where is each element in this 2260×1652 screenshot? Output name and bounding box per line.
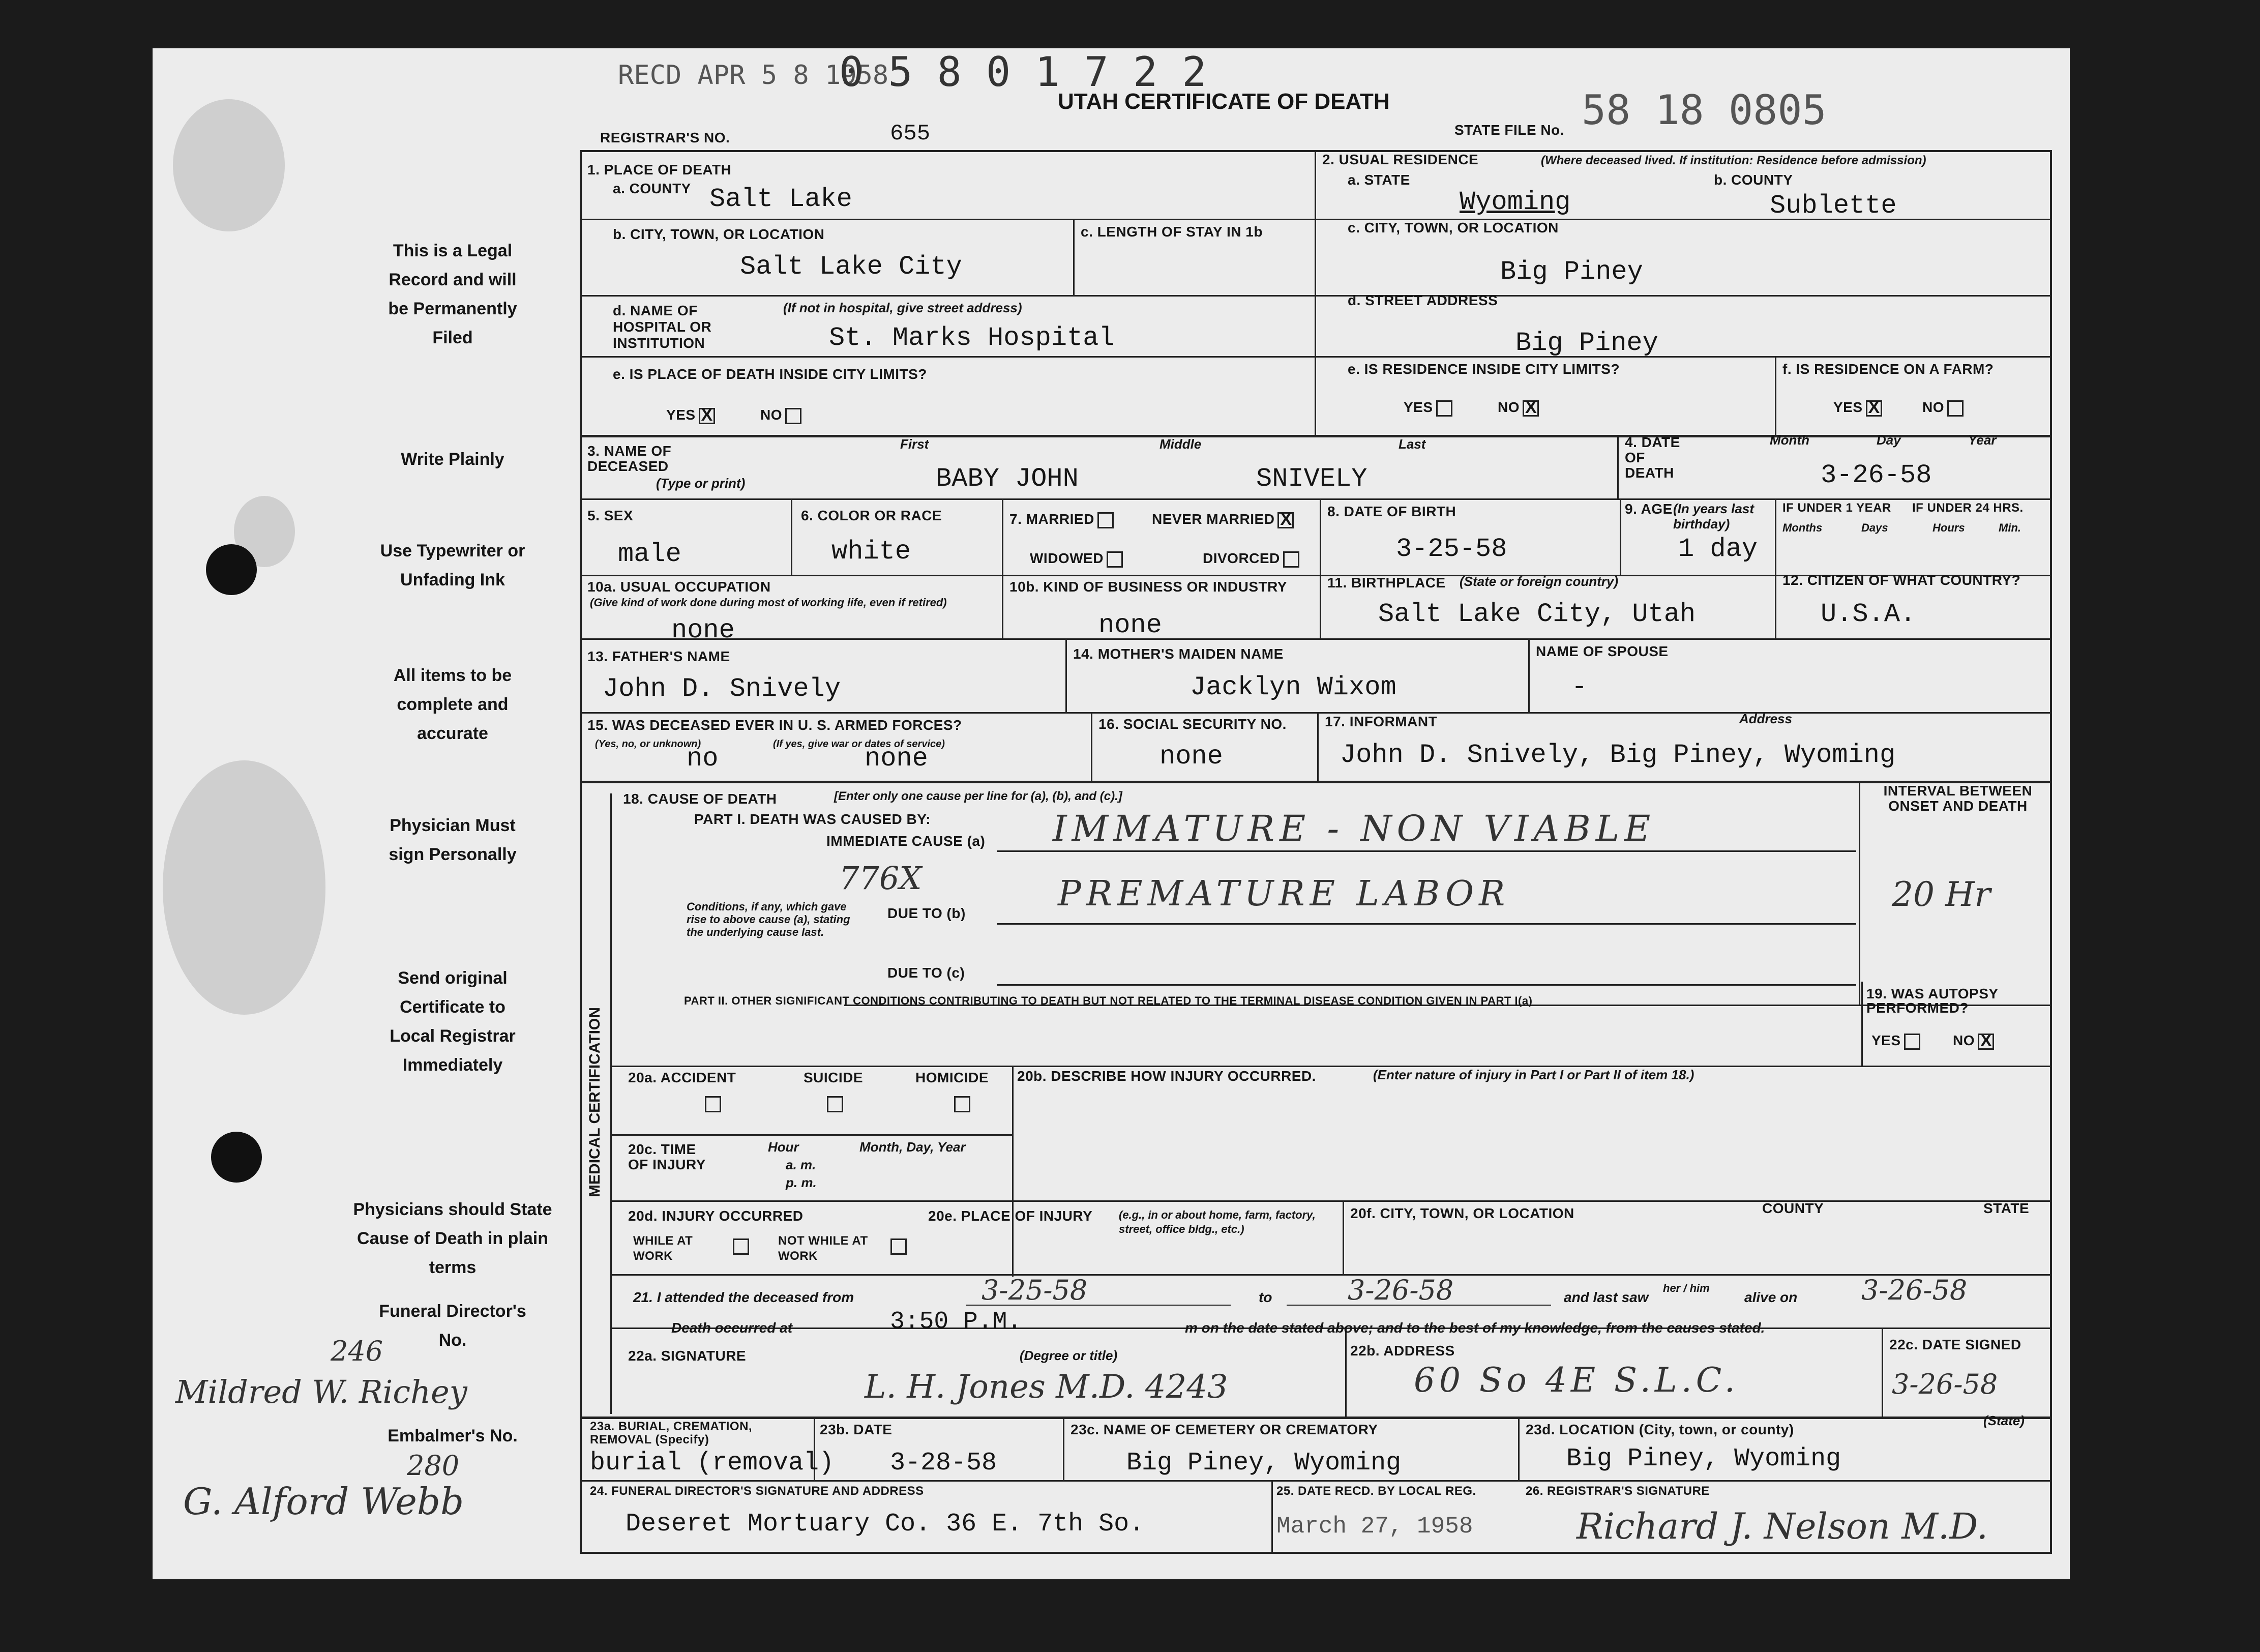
- date-signed-label: 22c. DATE SIGNED: [1889, 1337, 2021, 1352]
- armed-dates: none: [865, 744, 928, 774]
- residence-county: Sublette: [1770, 191, 1897, 221]
- not-while-at-work-label: NOT WHILE AT WORK: [778, 1234, 868, 1263]
- residence-limits-no[interactable]: NOX: [1498, 399, 1539, 417]
- burial-location: Big Piney, Wyoming: [1566, 1444, 1841, 1473]
- injury-county-label: COUNTY: [1762, 1200, 1824, 1216]
- cemetery-label: 23c. NAME OF CEMETERY OR CREMATORY: [1070, 1422, 1378, 1437]
- date-signed: 3-26-58: [1892, 1368, 1998, 1400]
- residence-state-label: a. STATE: [1348, 172, 1410, 188]
- state-file-no: 58 18 0805: [1582, 86, 1827, 134]
- date-recd: March 27, 1958: [1276, 1513, 1473, 1540]
- date-of-death: 3-26-58: [1821, 460, 1932, 490]
- birthplace-note: (State or foreign country): [1460, 574, 1619, 589]
- armed-forces-label: 15. WAS DECEASED EVER IN U. S. ARMED FORCES?: [587, 717, 962, 733]
- suicide-label: SUICIDE: [804, 1070, 864, 1085]
- residence-city-label: c. CITY, TOWN, OR LOCATION: [1348, 220, 1559, 235]
- side-note: Physicians should State Cause of Death in plain terms: [353, 1200, 552, 1277]
- age: 1 day: [1678, 534, 1758, 564]
- part-1-label: PART I. DEATH WAS CAUSED BY:: [694, 811, 931, 827]
- length-of-stay-label: c. LENGTH OF STAY IN 1b: [1081, 224, 1263, 240]
- armed-note-1: (Yes, no, or unknown): [595, 739, 701, 750]
- residence-label: 2. USUAL RESIDENCE: [1322, 152, 1479, 167]
- divorced-option[interactable]: DIVORCED: [1203, 550, 1299, 568]
- describe-injury-label: 20b. DESCRIBE HOW INJURY OCCURRED.: [1017, 1068, 1316, 1084]
- place-of-injury-label: 20e. PLACE OF INJURY: [928, 1208, 1093, 1224]
- farm-no[interactable]: NO: [1922, 399, 1964, 417]
- funeral-director-address: Deseret Mortuary Co. 36 E. 7th So.: [626, 1510, 1145, 1539]
- informant-label: 17. INFORMANT: [1325, 714, 1438, 729]
- hours-label: Hours: [1932, 521, 1965, 534]
- months-label: Months: [1782, 521, 1823, 534]
- age-label: 9. AGE: [1625, 501, 1673, 517]
- residence-city: Big Piney: [1500, 257, 1643, 287]
- interval: 20 Hr: [1892, 875, 1991, 914]
- death-occurred-label: Death occurred at: [671, 1320, 793, 1336]
- place-county: Salt Lake: [709, 184, 852, 214]
- funeral-director-signature: Mildred W. Richey: [175, 1373, 467, 1410]
- conditions-note: Conditions, if any, which gave rise to above cause (a), stating the underlying cause last.: [687, 900, 850, 938]
- embalmer-label: Embalmer's No.: [388, 1426, 518, 1446]
- business-label: 10b. KIND OF BUSINESS OR INDUSTRY: [1009, 579, 1287, 595]
- due-to-b: PREMATURE LABOR: [1058, 874, 1510, 914]
- place-limits-yes[interactable]: YESX: [666, 407, 715, 424]
- side-note: Write Plainly: [401, 450, 504, 469]
- signature-label: 22a. SIGNATURE: [628, 1348, 747, 1364]
- funeral-director-label: Funeral Director's No.: [379, 1302, 526, 1350]
- informant: John D. Snively, Big Piney, Wyoming: [1340, 740, 1896, 770]
- burial-date: 3-28-58: [890, 1449, 997, 1478]
- side-note: Send original Certificate to Local Registrar Immediately: [390, 968, 516, 1075]
- residence-street: Big Piney: [1515, 328, 1658, 358]
- mother-name: Jacklyn Wixom: [1190, 672, 1396, 702]
- under-24-hrs-label: IF UNDER 24 HRS.: [1912, 501, 2024, 515]
- deceased-name-note: (Type or print): [656, 476, 746, 491]
- month-day-year-label: Month, Day, Year: [859, 1139, 966, 1155]
- ssn-label: 16. SOCIAL SECURITY NO.: [1098, 716, 1287, 732]
- checkbox[interactable]: [1523, 400, 1539, 417]
- cause-code: 776X: [839, 860, 922, 897]
- deceased-last-name: SNIVELY: [1256, 464, 1367, 494]
- her-him-label: her / him: [1663, 1282, 1710, 1294]
- registrar-signature: Richard J. Nelson M.D.: [1577, 1506, 1988, 1547]
- address-label: Address: [1739, 711, 1793, 726]
- farm-yes[interactable]: YESX: [1833, 399, 1882, 417]
- attended-label: 21. I attended the deceased from: [633, 1289, 854, 1305]
- race-label: 6. COLOR OR RACE: [801, 508, 942, 523]
- farm-label: f. IS RESIDENCE ON A FARM?: [1782, 361, 1994, 377]
- place-of-death-label: 1. PLACE OF DEATH: [587, 162, 732, 178]
- checkbox[interactable]: [1947, 400, 1964, 417]
- stain: [173, 99, 285, 231]
- cause-note: [Enter only one cause per line for (a), (b), and (c).]: [834, 789, 1122, 803]
- funeral-director-sig-label: 24. FUNERAL DIRECTOR'S SIGNATURE AND ADDRESS: [590, 1484, 924, 1498]
- residence-street-label: d. STREET ADDRESS: [1348, 292, 1498, 308]
- punch-hole: [206, 544, 257, 595]
- min-label: Min.: [1999, 521, 2021, 534]
- checkbox[interactable]: [1277, 512, 1294, 528]
- last-label: Last: [1399, 436, 1426, 452]
- widowed-option[interactable]: WIDOWED: [1030, 550, 1123, 568]
- side-note: This is a Legal Record and will be Permanently Filed: [388, 241, 517, 347]
- first-label: First: [900, 436, 929, 452]
- side-note: All items to be complete and accurate: [393, 666, 512, 743]
- side-note: Physician Must sign Personally: [389, 816, 517, 864]
- business: none: [1098, 610, 1162, 640]
- hospital-note: (If not in hospital, give street address): [783, 300, 1022, 315]
- checkbox[interactable]: [785, 408, 801, 424]
- immediate-cause-label: IMMEDIATE CAUSE (a): [826, 833, 986, 849]
- medical-certification-band: [580, 793, 612, 1414]
- dob-label: 8. DATE OF BIRTH: [1327, 504, 1456, 519]
- last-saw-label: and last saw: [1564, 1289, 1649, 1305]
- not-while-at-work-checkbox[interactable]: [890, 1238, 907, 1255]
- alive-on-date: 3-26-58: [1861, 1274, 1968, 1306]
- burial-location-label: 23d. LOCATION (City, town, or county): [1526, 1422, 1794, 1437]
- punch-hole: [211, 1132, 262, 1183]
- residence-state: Wyoming: [1460, 187, 1571, 217]
- alive-on-label: alive on: [1744, 1289, 1798, 1305]
- autopsy-yes[interactable]: YES: [1871, 1032, 1920, 1050]
- days-label: Days: [1861, 521, 1888, 534]
- middle-label: Middle: [1159, 436, 1202, 452]
- date-of-death-label: 4. DATE OF DEATH: [1625, 434, 1680, 481]
- checkbox[interactable]: [1097, 512, 1114, 528]
- while-at-work-label: WHILE AT WORK: [633, 1234, 693, 1263]
- immediate-cause: IMMATURE - NON VIABLE: [1053, 808, 1656, 849]
- under-1-year-label: IF UNDER 1 YEAR: [1782, 501, 1891, 515]
- while-at-work-checkbox[interactable]: [733, 1238, 749, 1255]
- medical-certification-label: MEDICAL CERTIFICATION: [586, 1007, 603, 1197]
- time-of-injury-label: 20c. TIME OF INJURY: [628, 1141, 706, 1172]
- place-city-label: b. CITY, TOWN, OR LOCATION: [613, 226, 825, 242]
- month-label: Month: [1770, 432, 1809, 448]
- state-file-label: STATE FILE No.: [1454, 122, 1564, 138]
- never-married-option[interactable]: NEVER MARRIEDX: [1152, 511, 1294, 528]
- armed-note-2: (If yes, give war or dates of service): [773, 739, 945, 750]
- attended-to: 3-26-58: [1348, 1274, 1454, 1306]
- sex: male: [618, 539, 681, 569]
- checkbox[interactable]: [1436, 400, 1452, 417]
- sex-label: 5. SEX: [587, 508, 634, 523]
- injury-location-label: 20f. CITY, TOWN, OR LOCATION: [1350, 1205, 1574, 1221]
- residence-limits-label: e. IS RESIDENCE INSIDE CITY LIMITS?: [1348, 361, 1620, 377]
- place-county-label: a. COUNTY: [613, 181, 691, 196]
- autopsy-no[interactable]: NOX: [1953, 1032, 1994, 1050]
- checkbox[interactable]: [1107, 551, 1123, 568]
- occupation-label: 10a. USUAL OCCUPATION: [587, 579, 771, 595]
- pm-label: p. m.: [786, 1175, 817, 1190]
- year-label: Year: [1968, 432, 1997, 448]
- deceased-name-label: 3. NAME OF DECEASED: [587, 443, 672, 474]
- embalmer-signature: G. Alford Webb: [183, 1480, 464, 1523]
- occupation: none: [671, 615, 735, 645]
- mother-label: 14. MOTHER'S MAIDEN NAME: [1073, 646, 1284, 662]
- occupation-note: (Give kind of work done during most of working life, even if retired): [590, 596, 947, 609]
- checkbox[interactable]: [699, 408, 715, 424]
- physician-signature: L. H. Jones M.D. 4243: [865, 1368, 1228, 1406]
- father-name: John D. Snively: [603, 674, 841, 704]
- funeral-director-no: 246: [331, 1335, 383, 1367]
- spouse-label: NAME OF SPOUSE: [1536, 643, 1669, 659]
- citizen-label: 12. CITIZEN OF WHAT COUNTRY?: [1782, 572, 2021, 588]
- ssn: none: [1159, 742, 1223, 772]
- checkbox[interactable]: [1978, 1034, 1994, 1050]
- due-to-c-label: DUE TO (c): [887, 965, 965, 981]
- autopsy-label: 19. WAS AUTOPSY PERFORMED?: [1866, 986, 1999, 1016]
- injury-state-label: STATE: [1983, 1200, 2030, 1216]
- citizen: U.S.A.: [1821, 599, 1916, 629]
- certificate-title: UTAH CERTIFICATE OF DEATH: [1058, 89, 1390, 114]
- residence-note: (Where deceased lived. If institution: Residence before admission): [1541, 154, 1926, 167]
- homicide-label: HOMICIDE: [915, 1070, 989, 1085]
- registrar-sig-label: 26. REGISTRAR'S SIGNATURE: [1526, 1484, 1710, 1498]
- hour-label: Hour: [768, 1139, 799, 1155]
- spouse: -: [1571, 672, 1588, 702]
- injury-occurred-label: 20d. INJURY OCCURRED: [628, 1208, 804, 1224]
- state-note: (State): [1983, 1413, 2025, 1428]
- stamp-number: 0 5 8 0 1 7 2 2: [839, 48, 1207, 96]
- checkbox[interactable]: [1866, 400, 1882, 417]
- am-label: a. m.: [786, 1157, 816, 1172]
- burial-date-label: 23b. DATE: [820, 1422, 893, 1437]
- checkbox[interactable]: [1904, 1034, 1920, 1050]
- deceased-first-name: BABY JOHN: [936, 464, 1079, 494]
- place-limits-no[interactable]: NO: [760, 407, 801, 424]
- burial-type: burial (removal): [590, 1449, 835, 1478]
- birthplace-label: 11. BIRTHPLACE: [1327, 575, 1446, 591]
- cemetery: Big Piney, Wyoming: [1126, 1449, 1402, 1478]
- day-label: Day: [1877, 432, 1901, 448]
- hospital-label: d. NAME OF HOSPITAL OR INSTITUTION: [613, 303, 712, 351]
- accident-checkbox[interactable]: [705, 1096, 721, 1112]
- due-to-b-label: DUE TO (b): [887, 905, 966, 921]
- age-note: (In years last birthday): [1673, 501, 1754, 532]
- degree-label: (Degree or title): [1020, 1348, 1118, 1363]
- homicide-checkbox[interactable]: [954, 1096, 970, 1112]
- registrars-no-label: REGISTRAR'S NO.: [600, 130, 730, 145]
- side-note: Use Typewriter or Unfading Ink: [380, 541, 525, 589]
- part-2-label: PART II. OTHER SIGNIFICANT CONDITIONS CONTRIBUTING TO DEATH BUT NOT RELATED TO THE TERMINAL DISEASE CONDITION GIVEN IN PART I(a): [684, 994, 1533, 1007]
- date-recd-label: 25. DATE RECD. BY LOCAL REG.: [1276, 1484, 1476, 1498]
- checkbox[interactable]: [1283, 551, 1299, 568]
- suicide-checkbox[interactable]: [827, 1096, 843, 1112]
- describe-injury-note: (Enter nature of injury in Part I or Part II of item 18.): [1373, 1067, 1694, 1082]
- certification-statement: m on the date stated above; and to the best of my knowledge, from the causes stated.: [1185, 1320, 1765, 1336]
- stain: [163, 760, 325, 1015]
- interval-label: INTERVAL BETWEEN ONSET AND DEATH: [1883, 783, 2033, 814]
- attended-from: 3-25-58: [982, 1274, 1088, 1306]
- death-time: 3:50 P.M.: [890, 1308, 1022, 1336]
- race: white: [831, 537, 911, 567]
- received-stamp: RECD APR 5 8 1958: [618, 60, 889, 91]
- physician-address-label: 22b. ADDRESS: [1350, 1343, 1455, 1359]
- hospital-name: St. Marks Hospital: [829, 323, 1115, 353]
- armed-forces: no: [687, 744, 719, 774]
- residence-limits-yes[interactable]: YES: [1404, 399, 1452, 417]
- cause-of-death-label: 18. CAUSE OF DEATH: [623, 791, 777, 807]
- place-city: Salt Lake City: [740, 252, 962, 282]
- registrars-no: 655: [890, 121, 931, 146]
- date-of-birth: 3-25-58: [1396, 534, 1507, 564]
- residence-county-label: b. COUNTY: [1714, 172, 1793, 188]
- place-of-injury-note: (e.g., in or about home, farm, factory, street, office bldg., etc.): [1119, 1208, 1316, 1235]
- place-limits-label: e. IS PLACE OF DEATH INSIDE CITY LIMITS?: [613, 366, 927, 382]
- burial-label: 23a. BURIAL, CREMATION, REMOVAL (Specify): [590, 1420, 753, 1447]
- embalmer-no: 280: [407, 1450, 460, 1482]
- married-option[interactable]: 7. MARRIED: [1009, 511, 1114, 528]
- physician-address: 60 So 4E S.L.C.: [1414, 1361, 1739, 1400]
- father-label: 13. FATHER'S NAME: [587, 648, 730, 664]
- to-label: to: [1259, 1289, 1272, 1305]
- birthplace: Salt Lake City, Utah: [1378, 599, 1696, 629]
- accident-label: 20a. ACCIDENT: [628, 1070, 736, 1085]
